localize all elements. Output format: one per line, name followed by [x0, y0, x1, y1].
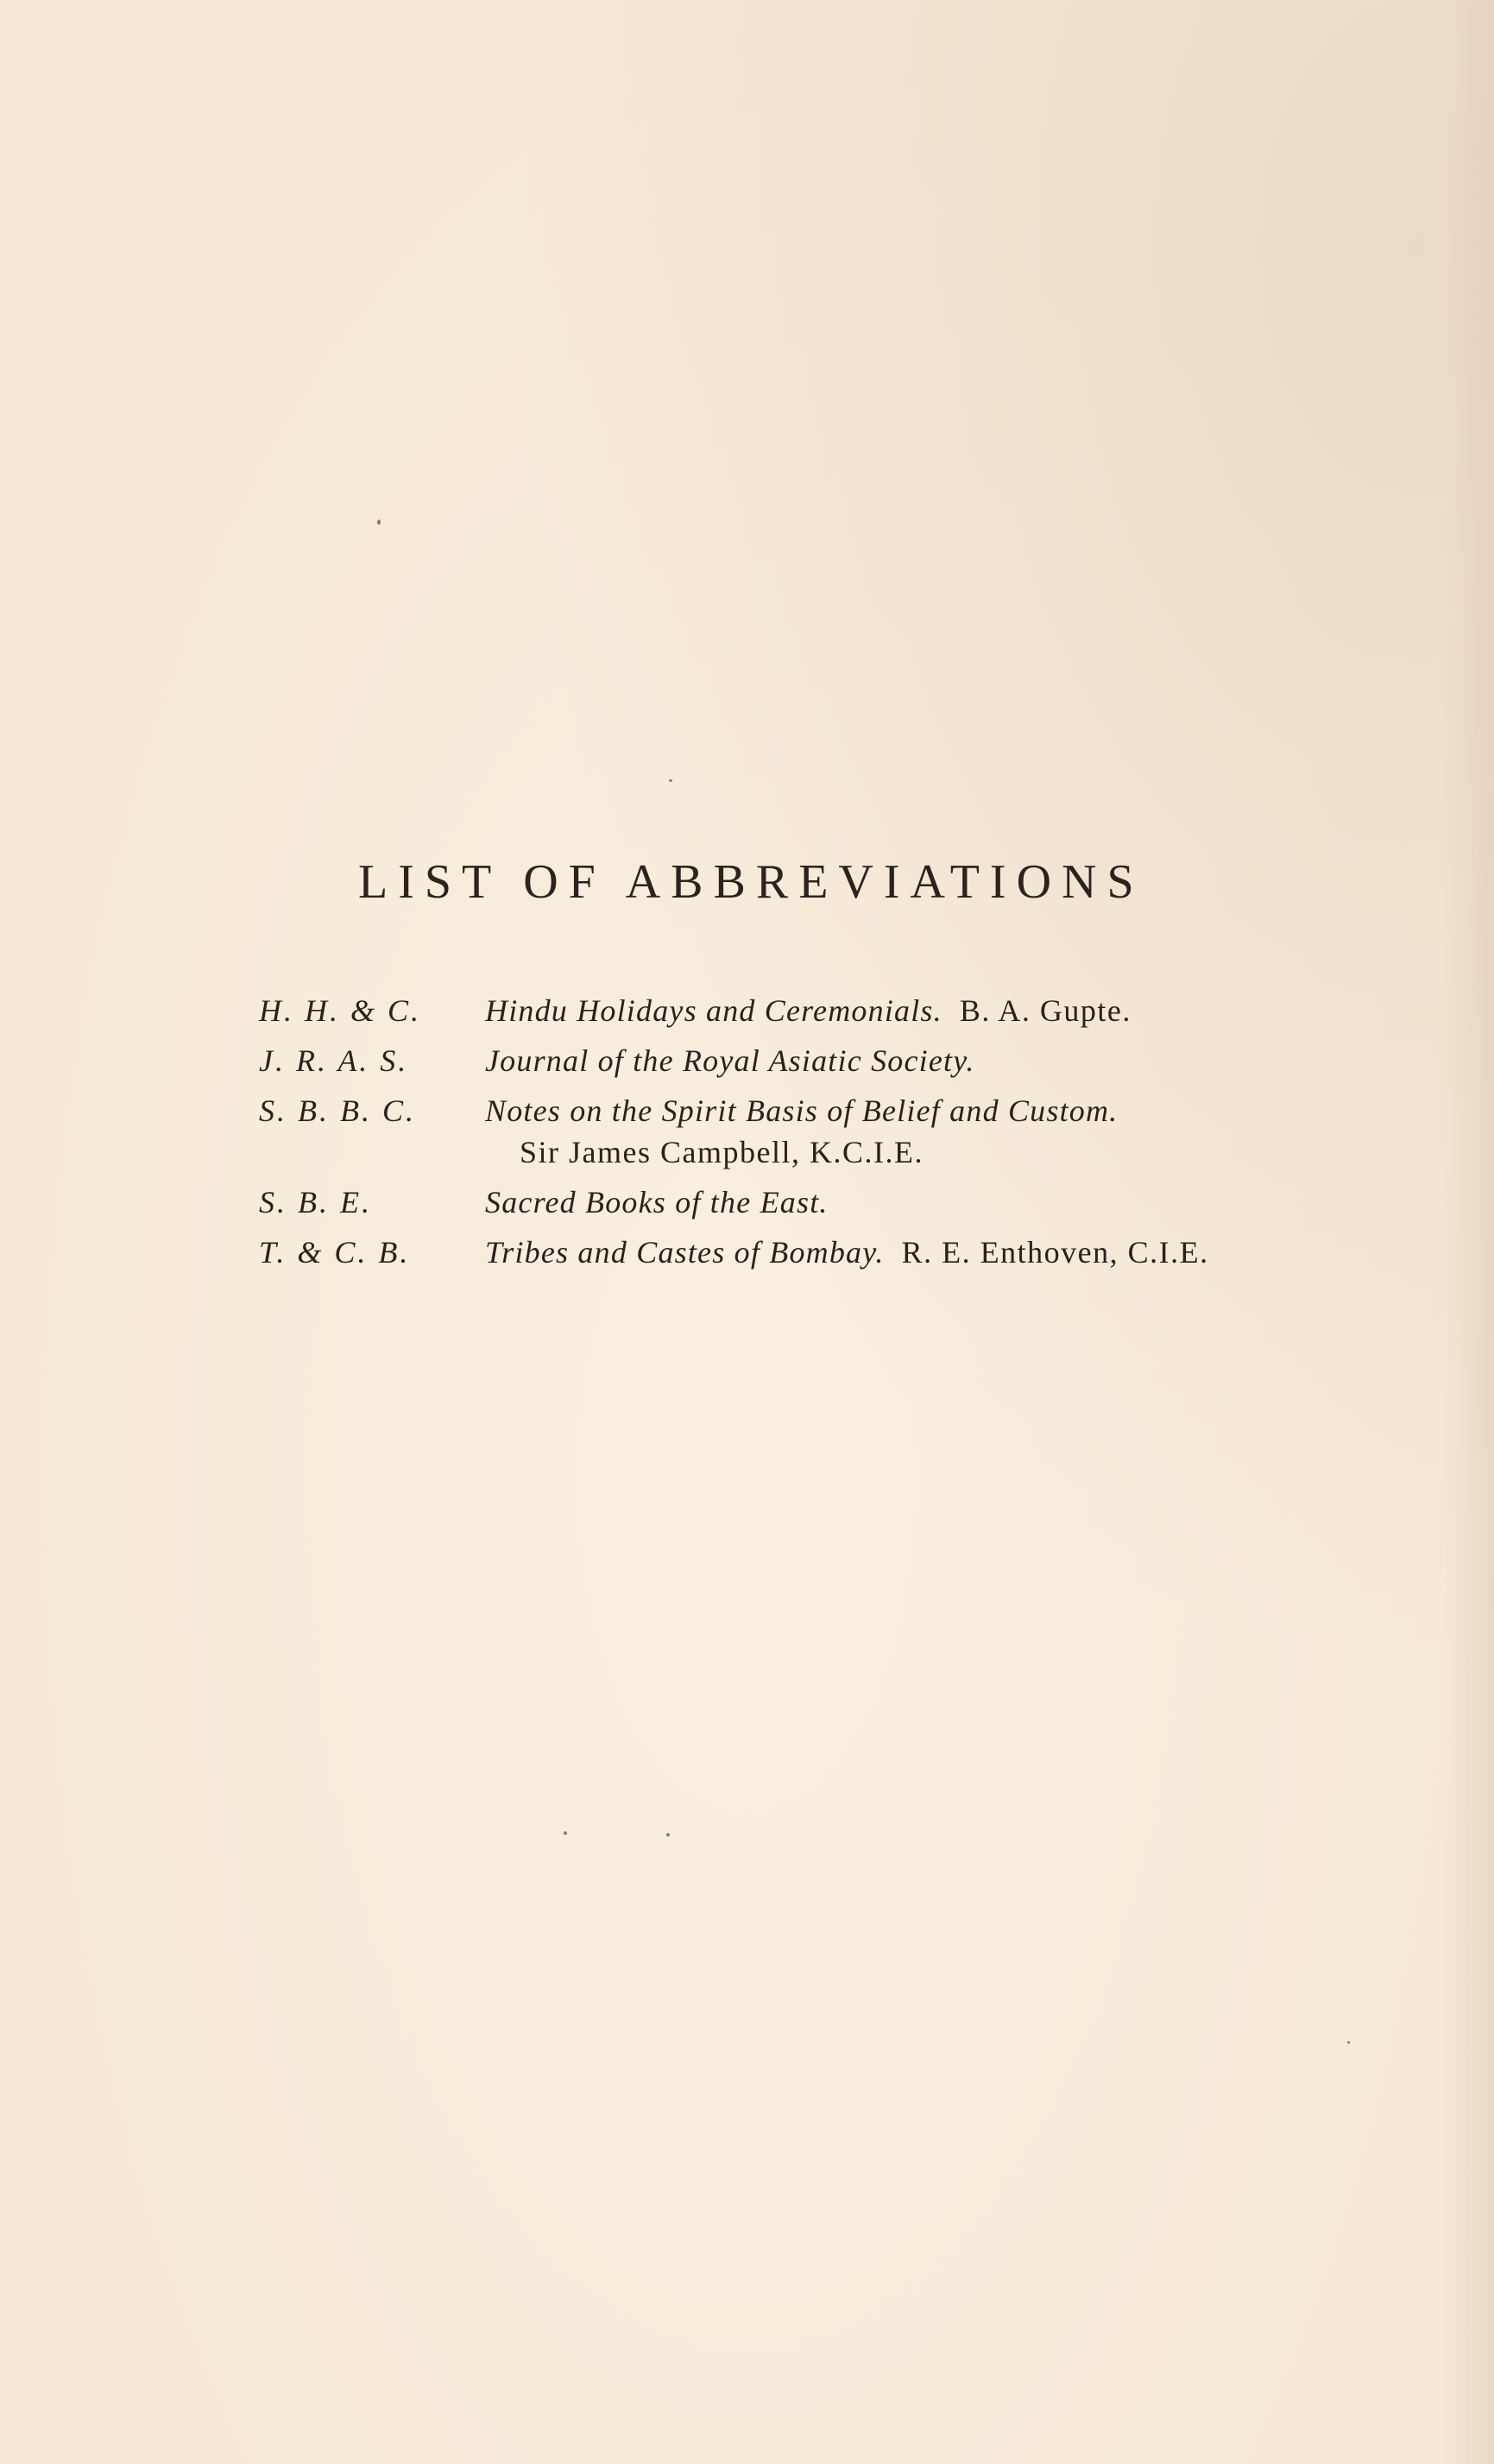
paper-speck: [564, 1831, 567, 1835]
page-edge-shadow: [1442, 0, 1494, 2464]
paper-speck: [666, 1833, 670, 1837]
page-title: LIST OF ABBREVIATIONS: [358, 855, 1144, 909]
abbreviation: H. H. & C.: [259, 993, 422, 1028]
abbreviation: J. R. A. S.: [259, 1043, 409, 1078]
work-title: Notes on the Spirit Basis of Belief and Custom.: [485, 1093, 1119, 1128]
work-title: Journal of the Royal Asiatic Society.: [485, 1043, 975, 1078]
abbreviation-row: [259, 993, 1381, 1029]
abbreviation-description: [485, 1093, 1118, 1170]
abbreviation-row: [259, 1234, 1381, 1270]
paper-speck: [377, 520, 381, 525]
abbreviation-description: [485, 1184, 829, 1220]
work-title: Sacred Books of the East.: [485, 1185, 829, 1219]
abbreviation-row: [259, 1043, 1381, 1079]
abbreviation: T. & C. B.: [259, 1235, 411, 1270]
abbreviation-row: [259, 1093, 1381, 1170]
work-title: Hindu Holidays and Ceremonials.: [485, 993, 942, 1028]
author-name: Sir James Campbell, K.C.I.E.: [520, 1135, 924, 1169]
abbreviation-row: [259, 1184, 1381, 1220]
paper-speck: [669, 779, 672, 782]
abbreviation-description: [485, 1043, 975, 1079]
abbreviation-description: [485, 1234, 1209, 1270]
abbreviation: S. B. E.: [259, 1185, 372, 1219]
abbreviations-list: [259, 993, 1381, 1284]
work-title: Tribes and Castes of Bombay.: [485, 1235, 885, 1270]
abbreviation-description: [485, 993, 1132, 1029]
author-name: R. E. Enthoven, C.I.E.: [901, 1235, 1209, 1270]
paper-speck: [1347, 2041, 1350, 2044]
author-name: B. A. Gupte.: [959, 993, 1132, 1028]
abbreviation: S. B. B. C.: [259, 1093, 416, 1128]
